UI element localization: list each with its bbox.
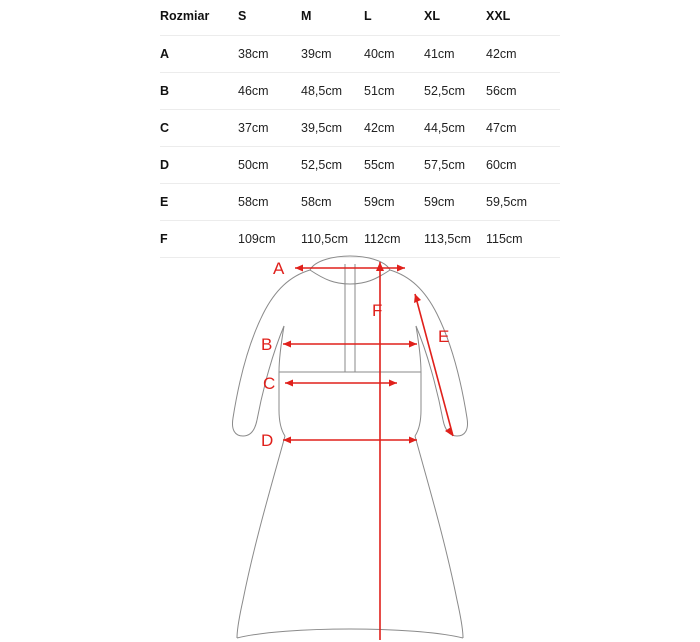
cell-f-s: 109cm — [238, 221, 301, 258]
label-a: A — [273, 259, 285, 278]
cell-d-s: 50cm — [238, 147, 301, 184]
cell-a-xl: 41cm — [424, 36, 486, 73]
column-header-s: S — [238, 0, 301, 36]
column-header-xxl: XXL — [486, 0, 560, 36]
cell-d-xxl: 60cm — [486, 147, 560, 184]
row-label-f: F — [160, 221, 238, 258]
cell-d-l: 55cm — [364, 147, 424, 184]
dress-diagram — [185, 240, 515, 642]
table-row — [160, 110, 560, 147]
label-e: E — [438, 327, 450, 346]
column-header-rozmiar: Rozmiar — [160, 0, 238, 36]
cell-c-m: 39,5cm — [301, 110, 364, 147]
column-header-m: M — [301, 0, 364, 36]
cell-e-m: 58cm — [301, 184, 364, 221]
cell-b-l: 51cm — [364, 73, 424, 110]
row-label-c: C — [160, 110, 238, 147]
table-row — [160, 36, 560, 73]
label-b: B — [261, 335, 273, 354]
cell-a-l: 40cm — [364, 36, 424, 73]
size-table — [160, 0, 560, 258]
cell-b-m: 48,5cm — [301, 73, 364, 110]
label-f: F — [372, 301, 383, 320]
cell-b-s: 46cm — [238, 73, 301, 110]
cell-b-xl: 52,5cm — [424, 73, 486, 110]
label-c: C — [263, 374, 276, 393]
cell-e-s: 58cm — [238, 184, 301, 221]
cell-a-s: 38cm — [238, 36, 301, 73]
size-table-body — [160, 36, 560, 258]
cell-e-xl: 59cm — [424, 184, 486, 221]
cell-c-s: 37cm — [238, 110, 301, 147]
row-label-d: D — [160, 147, 238, 184]
cell-f-m: 110,5cm — [301, 221, 364, 258]
label-d: D — [261, 431, 274, 450]
cell-e-l: 59cm — [364, 184, 424, 221]
row-label-b: B — [160, 73, 238, 110]
table-row — [160, 73, 560, 110]
cell-d-m: 52,5cm — [301, 147, 364, 184]
row-label-a: A — [160, 36, 238, 73]
size-table-head — [160, 0, 560, 36]
cell-c-l: 42cm — [364, 110, 424, 147]
row-label-e: E — [160, 184, 238, 221]
cell-b-xxl: 56cm — [486, 73, 560, 110]
size-table-container — [160, 0, 560, 258]
cell-f-xl: 113,5cm — [424, 221, 486, 258]
cell-a-m: 39cm — [301, 36, 364, 73]
cell-c-xxl: 47cm — [486, 110, 560, 147]
table-header-row — [160, 0, 560, 36]
table-row — [160, 147, 560, 184]
cell-a-xxl: 42cm — [486, 36, 560, 73]
column-header-l: L — [364, 0, 424, 36]
cell-d-xl: 57,5cm — [424, 147, 486, 184]
table-row — [160, 184, 560, 221]
measurement-arrows — [283, 262, 453, 640]
cell-f-xxl: 115cm — [486, 221, 560, 258]
cell-e-xxl: 59,5cm — [486, 184, 560, 221]
cell-c-xl: 44,5cm — [424, 110, 486, 147]
column-header-xl: XL — [424, 0, 486, 36]
cell-f-l: 112cm — [364, 221, 424, 258]
